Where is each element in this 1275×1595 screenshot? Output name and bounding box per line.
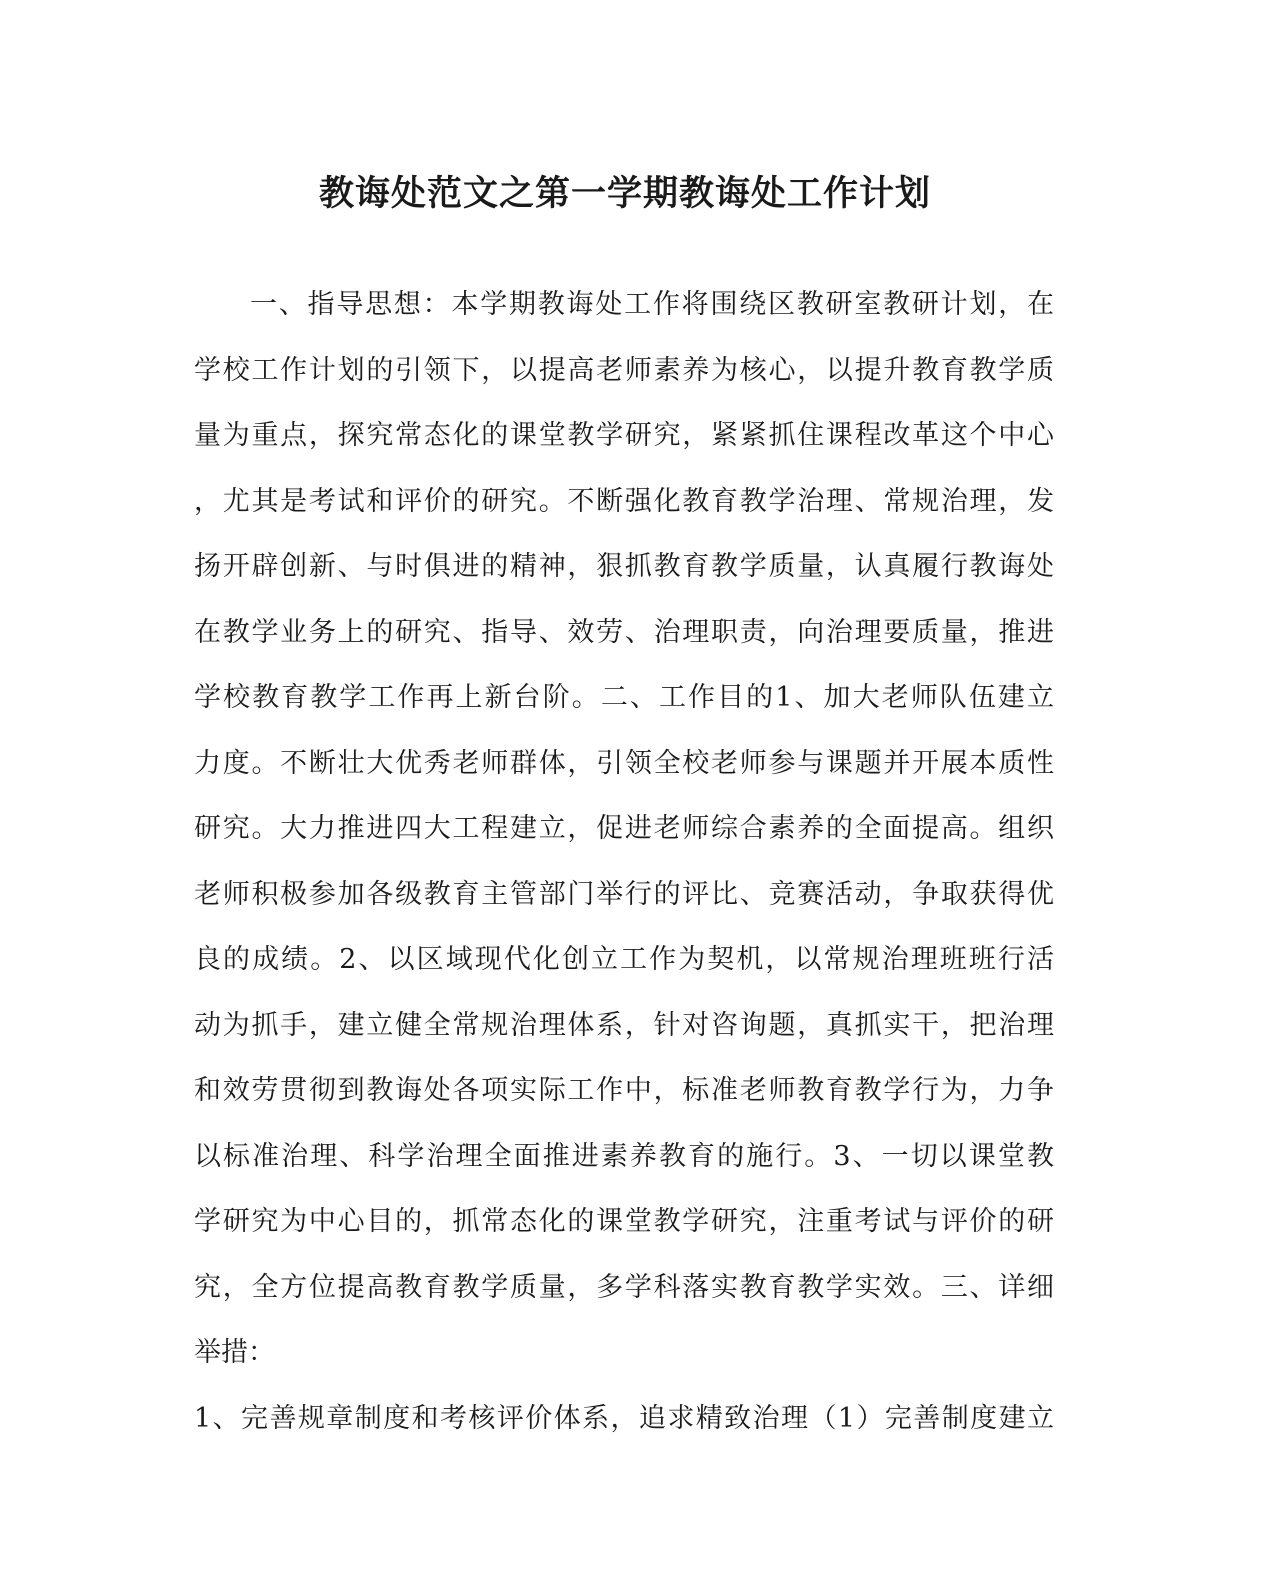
body-line: 和效劳贯彻到教诲处各项实际工作中，标准老师教育教学行为，力争 xyxy=(194,1075,1054,1106)
body-line: 学研究为中心目的，抓常态化的课堂教学研究，注重考试与评价的研 xyxy=(194,1206,1054,1237)
body-line: 究，全方位提高教育教学质量，多学科落实教育教学实效。三、详细 xyxy=(194,1271,1054,1303)
body-line: 以标准治理、科学治理全面推进素养教育的施行。3、一切以课堂教 xyxy=(194,1140,1054,1172)
body-line: 1、完善规章制度和考核评价体系，追求精致治理（1）完善制度建立 xyxy=(194,1402,1054,1434)
body-line: ，尤其是考试和评价的研究。不断强化教育教学治理、常规治理，发 xyxy=(194,485,1054,517)
body-line: 一、指导思想：本学期教诲处工作将围绕区教研室教研计划，在 xyxy=(250,289,1054,320)
body-line: 在教学业务上的研究、指导、效劳、治理职责，向治理要质量，推进 xyxy=(194,616,1054,648)
body-line: 良的成绩。2、以区域现代化创立工作为契机，以常规治理班班行活 xyxy=(194,944,1054,975)
document-body xyxy=(194,272,1054,1451)
body-line: 举措： xyxy=(194,1337,275,1368)
body-line: 学校工作计划的引领下，以提高老师素养为核心，以提升教育教学质 xyxy=(194,354,1054,386)
body-line: 扬开辟创新、与时俱进的精神，狠抓教育教学质量，认真履行教诲处 xyxy=(194,551,1054,582)
body-line: 量为重点，探究常态化的课堂教学研究，紧紧抓住课程改革这个中心 xyxy=(194,420,1054,451)
body-line: 老师积极参加各级教育主管部门举行的评比、竞赛活动，争取获得优 xyxy=(194,878,1054,910)
body-line: 研究。大力推进四大工程建立，促进老师综合素养的全面提高。组织 xyxy=(194,813,1054,844)
body-line: 动为抓手，建立健全常规治理体系，针对咨询题，真抓实干，把治理 xyxy=(194,1009,1054,1041)
document-title: 教诲处范文之第一学期教诲处工作计划 xyxy=(318,173,931,214)
body-line: 学校教育教学工作再上新台阶。二、工作目的1、加大老师队伍建立 xyxy=(194,682,1054,713)
body-line: 力度。不断壮大优秀老师群体，引领全校老师参与课题并开展本质性 xyxy=(194,747,1054,779)
